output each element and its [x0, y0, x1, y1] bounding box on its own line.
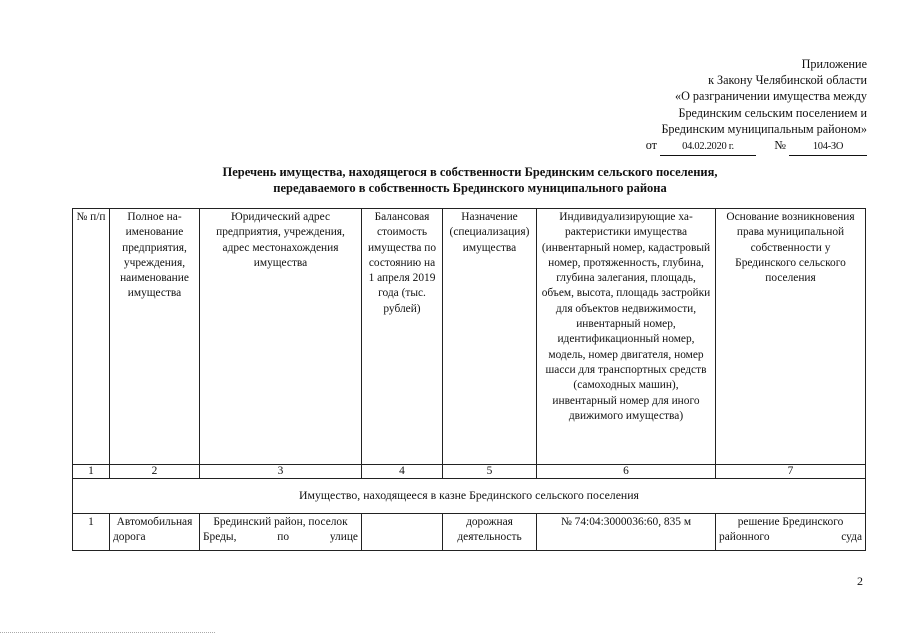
document-title — [140, 164, 800, 196]
header-basis: Основание возникновения права муниципальной собственности у Брединского сельского поселения — [716, 209, 866, 465]
row-characteristics: № 74:04:3000036:60, 835 м — [537, 514, 716, 551]
header-value: Балансовая стоимость имущества по состоянию на 1 апреля 2019 года (тыс. рублей) — [362, 209, 443, 465]
number-prefix: № — [774, 138, 786, 153]
page-number: 2 — [857, 574, 863, 588]
row-num: 1 — [73, 514, 110, 551]
row-basis: решение Брединского районного суда — [716, 514, 866, 551]
property-table — [72, 208, 866, 551]
law-number: 104-ЗО — [789, 139, 867, 156]
header-name: Полное наименование предприятия, учреждения, наименование имущества — [110, 209, 200, 465]
column-number: 5 — [443, 465, 537, 479]
header-address: Юридический адрес предприятия, учреждения, адрес местонахождения имущества — [200, 209, 362, 465]
appendix-line: Приложение — [801, 57, 867, 71]
table-row — [73, 514, 866, 551]
appendix-line: «О разграничении имущества между — [674, 89, 867, 104]
column-number: 2 — [110, 465, 200, 479]
section-row — [73, 479, 866, 514]
date-prefix: от — [645, 138, 657, 153]
row-address: Брединский район, поселок Бреды, по улице — [200, 514, 362, 551]
row-value — [362, 514, 443, 551]
appendix-line: к Закону Челябинской области — [708, 73, 867, 88]
header-purpose: Назначение (специализация) имущества — [443, 209, 537, 465]
column-number: 3 — [200, 465, 362, 479]
column-number: 7 — [716, 465, 866, 479]
law-date: 04.02.2020 г. — [660, 139, 756, 156]
header-num: № п/п — [73, 209, 110, 465]
appendix-block — [646, 56, 867, 156]
title-line-1: Перечень имущества, находящегося в собственности Брединским сельского поселения, — [222, 165, 718, 179]
header-characteristics: Индивидуализирующие характеристики имущества (инвентарный номер, кадастровый номер, протяженность, глубина, глубина залегания, площадь, объем, высота, площадь застройки для объектов недвижимости, инвентарный номер, идентификационный номер, модель, номер двигателя, номер шасси для транспортных средств (самоходных машин), инвентарный номер для иного движимого имущества) — [537, 209, 716, 465]
column-number-row — [73, 465, 866, 479]
column-number: 6 — [537, 465, 716, 479]
title-line-2: передаваемого в собственность Брединского муниципального района — [273, 181, 667, 195]
appendix-line: Брединским муниципальным районом» — [661, 121, 867, 136]
footer-rule — [0, 632, 215, 633]
column-number: 4 — [362, 465, 443, 479]
section-title: Имущество, находящееся в казне Брединского сельского поселения — [73, 479, 866, 514]
law-date-line — [646, 137, 867, 156]
row-name: Автомобильная дорога — [110, 514, 200, 551]
column-number: 1 — [73, 465, 110, 479]
appendix-line: Брединским сельским поселением и — [678, 105, 867, 120]
row-purpose: дорожная деятельность — [443, 514, 537, 551]
header-row — [73, 209, 866, 465]
